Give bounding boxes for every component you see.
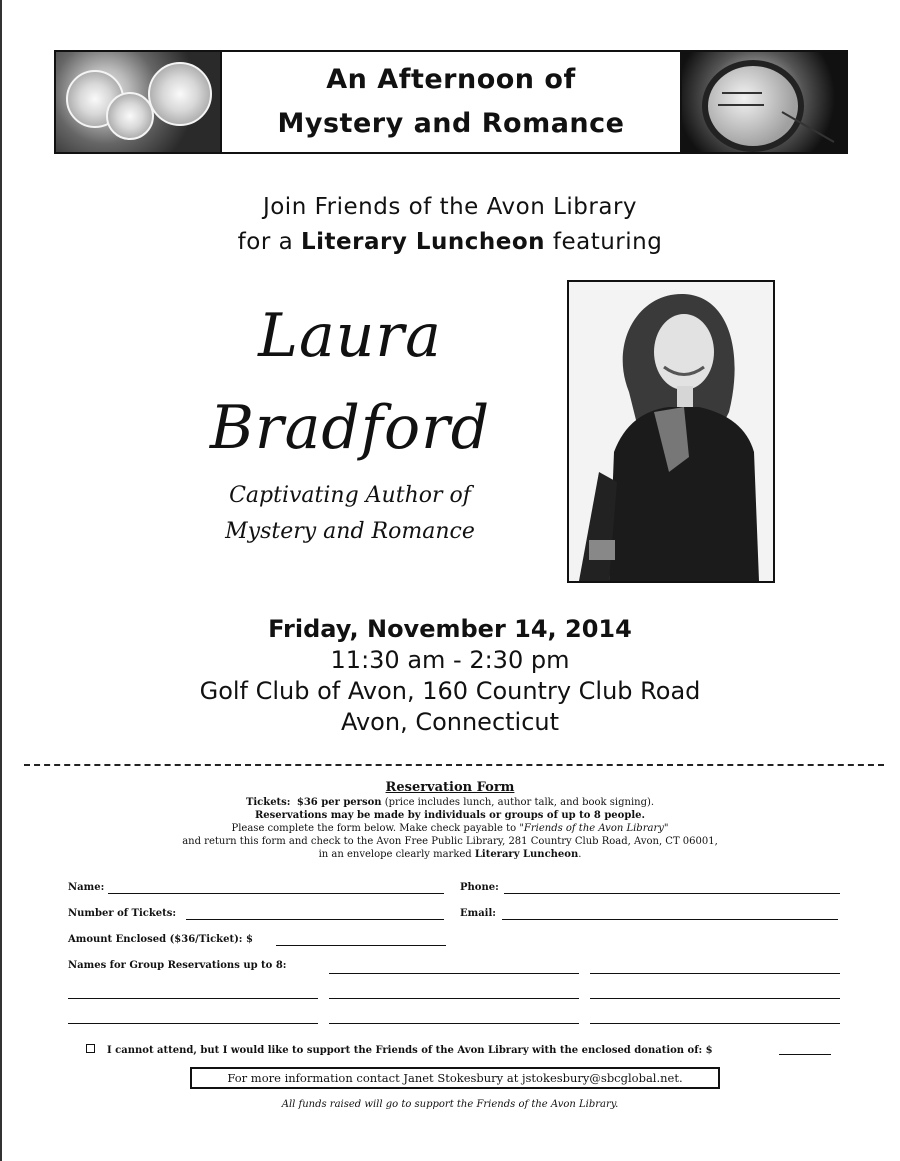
author-portrait-icon xyxy=(569,282,773,581)
rose-icon xyxy=(106,92,154,140)
instructions-line2: and return this form and check to the Avon Free Public Library, 281 Country Club Road, Avon, CT 06001, xyxy=(182,836,718,847)
group-name-field-8[interactable] xyxy=(590,1023,840,1024)
amount-enclosed-label: Amount Enclosed ($36/Ticket): $ xyxy=(68,934,253,945)
reservation-form-header xyxy=(0,780,900,861)
phone-field[interactable] xyxy=(504,893,840,894)
donation-label: I cannot attend, but I would like to support the Friends of the Avon Library with the enclosed donation of: $ xyxy=(107,1045,713,1056)
group-name-field-1[interactable] xyxy=(329,973,579,974)
donation-amount-field[interactable] xyxy=(779,1054,831,1055)
event-date: Friday, November 14, 2014 xyxy=(268,615,632,643)
instructions-line3: in an envelope clearly marked Literary Luncheon. xyxy=(318,849,582,860)
intro-line1: Join Friends of the Avon Library xyxy=(262,194,638,220)
donation-option xyxy=(86,1044,713,1056)
instructions-line1: Please complete the form below. Make check payable to "Friends of the Avon Library" xyxy=(231,823,669,834)
event-venue: Golf Club of Avon, 160 Country Club Road xyxy=(199,677,701,705)
intro-text xyxy=(0,190,900,260)
amount-enclosed-field[interactable] xyxy=(276,945,446,946)
roses-image xyxy=(56,52,222,152)
group-name-field-2[interactable] xyxy=(590,973,840,974)
contact-info-box xyxy=(190,1067,720,1089)
author-last-name: Bradford xyxy=(209,393,491,463)
event-title-line2: Mystery and Romance xyxy=(277,108,625,139)
name-label: Name: xyxy=(68,882,105,893)
handwriting-line xyxy=(722,92,762,94)
donation-checkbox[interactable] xyxy=(86,1044,95,1053)
name-field[interactable] xyxy=(108,893,444,894)
event-details xyxy=(0,614,900,738)
reservation-form-title: Reservation Form xyxy=(385,780,515,795)
author-photo xyxy=(567,280,775,583)
page-border xyxy=(0,0,2,1161)
number-of-tickets-field[interactable] xyxy=(186,919,444,920)
magnifier-image xyxy=(680,52,846,152)
magnifying-glass-icon xyxy=(702,60,804,152)
group-name-field-5[interactable] xyxy=(590,998,840,999)
group-name-field-7[interactable] xyxy=(329,1023,579,1024)
funds-footnote: All funds raised will go to support the Friends of the Avon Library. xyxy=(281,1099,619,1110)
tickets-line: Tickets: $36 per person (price includes lunch, author talk, and book signing). xyxy=(245,797,655,808)
handwriting-line xyxy=(718,104,764,106)
group-names-label: Names for Group Reservations up to 8: xyxy=(68,960,287,971)
header-banner xyxy=(54,50,848,154)
intro-line2: for a Literary Luncheon featuring xyxy=(237,229,663,255)
reservations-line: Reservations may be made by individuals or groups of up to 8 people. xyxy=(255,810,645,821)
author-tagline: Captivating Author of Mystery and Romance xyxy=(225,483,475,544)
author-name xyxy=(160,290,540,474)
email-field[interactable] xyxy=(502,919,838,920)
author-first-name: Laura xyxy=(258,301,442,371)
luncheon-label: Literary Luncheon xyxy=(301,229,546,255)
email-label: Email: xyxy=(460,908,496,919)
group-name-field-3[interactable] xyxy=(68,998,318,999)
cut-line xyxy=(24,764,884,766)
group-name-field-6[interactable] xyxy=(68,1023,318,1024)
phone-label: Phone: xyxy=(460,882,499,893)
event-time: 11:30 am - 2:30 pm xyxy=(330,646,570,674)
group-name-field-4[interactable] xyxy=(329,998,579,999)
event-title-line1: An Afternoon of xyxy=(326,64,576,95)
event-title xyxy=(222,52,680,152)
rose-icon xyxy=(148,62,212,126)
number-of-tickets-label: Number of Tickets: xyxy=(68,908,177,919)
event-city: Avon, Connecticut xyxy=(340,708,560,736)
contact-text: For more information contact Janet Stokesbury at jstokesbury@sbcglobal.net. xyxy=(227,1071,683,1085)
